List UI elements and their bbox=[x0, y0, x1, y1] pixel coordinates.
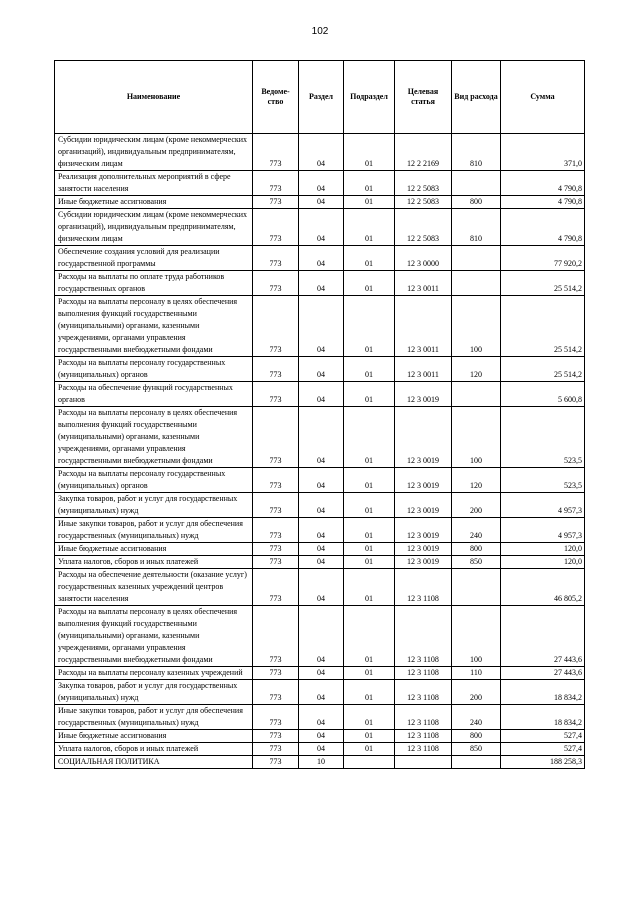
table-row bbox=[55, 606, 585, 667]
cell-section: 10 bbox=[299, 756, 344, 769]
cell-name: Реализация дополнительных мероприятий в сфере занятости населения bbox=[55, 171, 253, 196]
table-row bbox=[55, 357, 585, 382]
cell-section: 04 bbox=[299, 271, 344, 296]
cell-amount: 523,5 bbox=[501, 468, 585, 493]
cell-subsection: 01 bbox=[344, 680, 395, 705]
cell-subsection: 01 bbox=[344, 171, 395, 196]
cell-amount: 4 790,8 bbox=[501, 209, 585, 246]
cell-name: Расходы на обеспечение деятельности (оказание услуг) государственных казенных учреждений центров занятости населения bbox=[55, 569, 253, 606]
cell-target: 12 2 2169 bbox=[395, 134, 452, 171]
cell-subsection: 01 bbox=[344, 134, 395, 171]
cell-section: 04 bbox=[299, 407, 344, 468]
table-row bbox=[55, 468, 585, 493]
cell-section: 04 bbox=[299, 246, 344, 271]
cell-amount: 120,0 bbox=[501, 556, 585, 569]
cell-dept: 773 bbox=[253, 209, 299, 246]
table-row bbox=[55, 556, 585, 569]
cell-exp-type bbox=[452, 382, 501, 407]
header-amount: Сумма bbox=[501, 61, 585, 134]
cell-name: Иные закупки товаров, работ и услуг для обеспечения государственных (муниципальных) нужд bbox=[55, 518, 253, 543]
cell-section: 04 bbox=[299, 743, 344, 756]
cell-amount: 5 600,8 bbox=[501, 382, 585, 407]
cell-section: 04 bbox=[299, 730, 344, 743]
cell-subsection: 01 bbox=[344, 556, 395, 569]
table-row bbox=[55, 296, 585, 357]
cell-exp-type: 100 bbox=[452, 296, 501, 357]
cell-amount: 371,0 bbox=[501, 134, 585, 171]
cell-target: 12 3 0019 bbox=[395, 468, 452, 493]
cell-exp-type bbox=[452, 171, 501, 196]
cell-dept: 773 bbox=[253, 556, 299, 569]
cell-amount: 18 834,2 bbox=[501, 705, 585, 730]
cell-dept: 773 bbox=[253, 743, 299, 756]
table-row bbox=[55, 667, 585, 680]
header-exp-type: Вид расхода bbox=[452, 61, 501, 134]
cell-target: 12 2 5083 bbox=[395, 209, 452, 246]
cell-amount: 4 957,3 bbox=[501, 518, 585, 543]
cell-name: Расходы на выплаты персоналу в целях обеспечения выполнения функций государственными (муниципальными) органами, казенными учреждениями, органами управления государственными внебюджетными фондами bbox=[55, 606, 253, 667]
cell-exp-type: 800 bbox=[452, 543, 501, 556]
table-row bbox=[55, 246, 585, 271]
cell-amount: 4 790,8 bbox=[501, 171, 585, 196]
cell-dept: 773 bbox=[253, 407, 299, 468]
cell-exp-type: 810 bbox=[452, 209, 501, 246]
table-row bbox=[55, 518, 585, 543]
cell-section: 04 bbox=[299, 556, 344, 569]
cell-target: 12 3 0011 bbox=[395, 357, 452, 382]
cell-amount: 25 514,2 bbox=[501, 357, 585, 382]
table-row bbox=[55, 382, 585, 407]
table-row bbox=[55, 680, 585, 705]
cell-target: 12 3 0000 bbox=[395, 246, 452, 271]
cell-name: Уплата налогов, сборов и иных платежей bbox=[55, 556, 253, 569]
cell-target: 12 3 1108 bbox=[395, 743, 452, 756]
cell-target bbox=[395, 756, 452, 769]
cell-subsection: 01 bbox=[344, 407, 395, 468]
cell-target: 12 3 0019 bbox=[395, 493, 452, 518]
cell-section: 04 bbox=[299, 134, 344, 171]
cell-subsection: 01 bbox=[344, 271, 395, 296]
cell-amount: 27 443,6 bbox=[501, 667, 585, 680]
cell-name: Расходы на выплаты по оплате труда работников государственных органов bbox=[55, 271, 253, 296]
cell-exp-type: 850 bbox=[452, 743, 501, 756]
budget-table bbox=[54, 60, 585, 769]
cell-amount: 27 443,6 bbox=[501, 606, 585, 667]
cell-dept: 773 bbox=[253, 246, 299, 271]
cell-exp-type bbox=[452, 271, 501, 296]
cell-name: Расходы на выплаты персоналу государственных (муниципальных) органов bbox=[55, 468, 253, 493]
cell-name: Закупка товаров, работ и услуг для государственных (муниципальных) нужд bbox=[55, 680, 253, 705]
cell-dept: 773 bbox=[253, 518, 299, 543]
cell-subsection: 01 bbox=[344, 196, 395, 209]
cell-exp-type: 810 bbox=[452, 134, 501, 171]
cell-subsection: 01 bbox=[344, 493, 395, 518]
cell-target: 12 3 0019 bbox=[395, 543, 452, 556]
cell-subsection: 01 bbox=[344, 606, 395, 667]
header-subsection: Подраздел bbox=[344, 61, 395, 134]
cell-subsection: 01 bbox=[344, 730, 395, 743]
cell-exp-type: 100 bbox=[452, 407, 501, 468]
cell-section: 04 bbox=[299, 705, 344, 730]
header-name: Наименование bbox=[55, 61, 253, 134]
cell-section: 04 bbox=[299, 209, 344, 246]
cell-amount: 120,0 bbox=[501, 543, 585, 556]
cell-exp-type bbox=[452, 569, 501, 606]
cell-amount: 188 258,3 bbox=[501, 756, 585, 769]
table-row bbox=[55, 756, 585, 769]
header-dept: Ведоме-ство bbox=[253, 61, 299, 134]
cell-dept: 773 bbox=[253, 171, 299, 196]
cell-amount: 527,4 bbox=[501, 743, 585, 756]
cell-name: Закупка товаров, работ и услуг для государственных (муниципальных) нужд bbox=[55, 493, 253, 518]
cell-name: Иные бюджетные ассигнования bbox=[55, 543, 253, 556]
cell-amount: 4 957,3 bbox=[501, 493, 585, 518]
cell-subsection: 01 bbox=[344, 667, 395, 680]
cell-dept: 773 bbox=[253, 730, 299, 743]
cell-dept: 773 bbox=[253, 543, 299, 556]
cell-name: СОЦИАЛЬНАЯ ПОЛИТИКА bbox=[55, 756, 253, 769]
table-row bbox=[55, 407, 585, 468]
cell-dept: 773 bbox=[253, 382, 299, 407]
cell-exp-type: 120 bbox=[452, 468, 501, 493]
cell-exp-type: 110 bbox=[452, 667, 501, 680]
cell-target: 12 3 0011 bbox=[395, 296, 452, 357]
header-section: Раздел bbox=[299, 61, 344, 134]
cell-exp-type bbox=[452, 756, 501, 769]
cell-subsection: 01 bbox=[344, 382, 395, 407]
cell-section: 04 bbox=[299, 357, 344, 382]
table-row bbox=[55, 569, 585, 606]
table-row bbox=[55, 171, 585, 196]
cell-section: 04 bbox=[299, 667, 344, 680]
cell-amount: 46 805,2 bbox=[501, 569, 585, 606]
cell-exp-type: 240 bbox=[452, 705, 501, 730]
cell-target: 12 3 0019 bbox=[395, 382, 452, 407]
cell-amount: 25 514,2 bbox=[501, 296, 585, 357]
cell-amount: 523,5 bbox=[501, 407, 585, 468]
cell-subsection: 01 bbox=[344, 518, 395, 543]
cell-name: Субсидии юридическим лицам (кроме некоммерческих организаций), индивидуальным предпринимателям, физическим лицам bbox=[55, 209, 253, 246]
cell-dept: 773 bbox=[253, 296, 299, 357]
table-row bbox=[55, 705, 585, 730]
header-row bbox=[55, 61, 585, 134]
cell-amount: 18 834,2 bbox=[501, 680, 585, 705]
cell-subsection: 01 bbox=[344, 705, 395, 730]
cell-name: Обеспечение создания условий для реализации государственной программы bbox=[55, 246, 253, 271]
cell-subsection: 01 bbox=[344, 543, 395, 556]
cell-target: 12 3 0019 bbox=[395, 518, 452, 543]
cell-amount: 4 790,8 bbox=[501, 196, 585, 209]
cell-name: Иные бюджетные ассигнования bbox=[55, 730, 253, 743]
cell-target: 12 3 1108 bbox=[395, 705, 452, 730]
cell-target: 12 3 1108 bbox=[395, 606, 452, 667]
cell-subsection: 01 bbox=[344, 357, 395, 382]
cell-subsection: 01 bbox=[344, 296, 395, 357]
cell-exp-type: 240 bbox=[452, 518, 501, 543]
cell-subsection: 01 bbox=[344, 743, 395, 756]
table-row bbox=[55, 543, 585, 556]
cell-name: Расходы на обеспечение функций государственных органов bbox=[55, 382, 253, 407]
cell-dept: 773 bbox=[253, 493, 299, 518]
cell-dept: 773 bbox=[253, 196, 299, 209]
cell-name: Расходы на выплаты персоналу казенных учреждений bbox=[55, 667, 253, 680]
cell-name: Уплата налогов, сборов и иных платежей bbox=[55, 743, 253, 756]
cell-name: Субсидии юридическим лицам (кроме некоммерческих организаций), индивидуальным предпринимателям, физическим лицам bbox=[55, 134, 253, 171]
cell-name: Иные закупки товаров, работ и услуг для обеспечения государственных (муниципальных) нужд bbox=[55, 705, 253, 730]
cell-target: 12 3 1108 bbox=[395, 730, 452, 743]
cell-exp-type bbox=[452, 246, 501, 271]
cell-dept: 773 bbox=[253, 134, 299, 171]
cell-section: 04 bbox=[299, 171, 344, 196]
cell-target: 12 3 0011 bbox=[395, 271, 452, 296]
cell-name: Расходы на выплаты персоналу государственных (муниципальных) органов bbox=[55, 357, 253, 382]
table-row bbox=[55, 271, 585, 296]
cell-section: 04 bbox=[299, 569, 344, 606]
cell-target: 12 3 0019 bbox=[395, 556, 452, 569]
table-row bbox=[55, 493, 585, 518]
cell-name: Расходы на выплаты персоналу в целях обеспечения выполнения функций государственными (муниципальными) органами, казенными учреждениями, органами управления государственными внебюджетными фондами bbox=[55, 407, 253, 468]
cell-dept: 773 bbox=[253, 705, 299, 730]
cell-subsection: 01 bbox=[344, 246, 395, 271]
cell-amount: 527,4 bbox=[501, 730, 585, 743]
cell-section: 04 bbox=[299, 606, 344, 667]
cell-amount: 25 514,2 bbox=[501, 271, 585, 296]
cell-target: 12 2 5083 bbox=[395, 171, 452, 196]
table-row bbox=[55, 209, 585, 246]
cell-exp-type: 850 bbox=[452, 556, 501, 569]
cell-section: 04 bbox=[299, 296, 344, 357]
cell-section: 04 bbox=[299, 493, 344, 518]
cell-section: 04 bbox=[299, 680, 344, 705]
cell-dept: 773 bbox=[253, 569, 299, 606]
cell-section: 04 bbox=[299, 382, 344, 407]
cell-exp-type: 200 bbox=[452, 493, 501, 518]
table-row bbox=[55, 730, 585, 743]
cell-section: 04 bbox=[299, 518, 344, 543]
cell-exp-type: 100 bbox=[452, 606, 501, 667]
cell-section: 04 bbox=[299, 468, 344, 493]
cell-name: Иные бюджетные ассигнования bbox=[55, 196, 253, 209]
cell-exp-type: 800 bbox=[452, 196, 501, 209]
cell-subsection: 01 bbox=[344, 468, 395, 493]
cell-exp-type: 120 bbox=[452, 357, 501, 382]
cell-dept: 773 bbox=[253, 680, 299, 705]
cell-exp-type: 200 bbox=[452, 680, 501, 705]
cell-section: 04 bbox=[299, 196, 344, 209]
cell-target: 12 2 5083 bbox=[395, 196, 452, 209]
cell-section: 04 bbox=[299, 543, 344, 556]
header-target: Целевая статья bbox=[395, 61, 452, 134]
cell-target: 12 3 1108 bbox=[395, 667, 452, 680]
cell-amount: 77 920,2 bbox=[501, 246, 585, 271]
cell-subsection: 01 bbox=[344, 209, 395, 246]
cell-dept: 773 bbox=[253, 468, 299, 493]
cell-dept: 773 bbox=[253, 357, 299, 382]
cell-subsection bbox=[344, 756, 395, 769]
cell-dept: 773 bbox=[253, 606, 299, 667]
cell-dept: 773 bbox=[253, 271, 299, 296]
cell-dept: 773 bbox=[253, 756, 299, 769]
cell-target: 12 3 0019 bbox=[395, 407, 452, 468]
cell-target: 12 3 1108 bbox=[395, 569, 452, 606]
cell-name: Расходы на выплаты персоналу в целях обеспечения выполнения функций государственными (муниципальными) органами, казенными учреждениями, органами управления государственными внебюджетными фондами bbox=[55, 296, 253, 357]
cell-exp-type: 800 bbox=[452, 730, 501, 743]
table-row bbox=[55, 743, 585, 756]
table-row bbox=[55, 196, 585, 209]
cell-subsection: 01 bbox=[344, 569, 395, 606]
cell-dept: 773 bbox=[253, 667, 299, 680]
table-row bbox=[55, 134, 585, 171]
cell-target: 12 3 1108 bbox=[395, 680, 452, 705]
page-number: 102 bbox=[311, 26, 329, 37]
